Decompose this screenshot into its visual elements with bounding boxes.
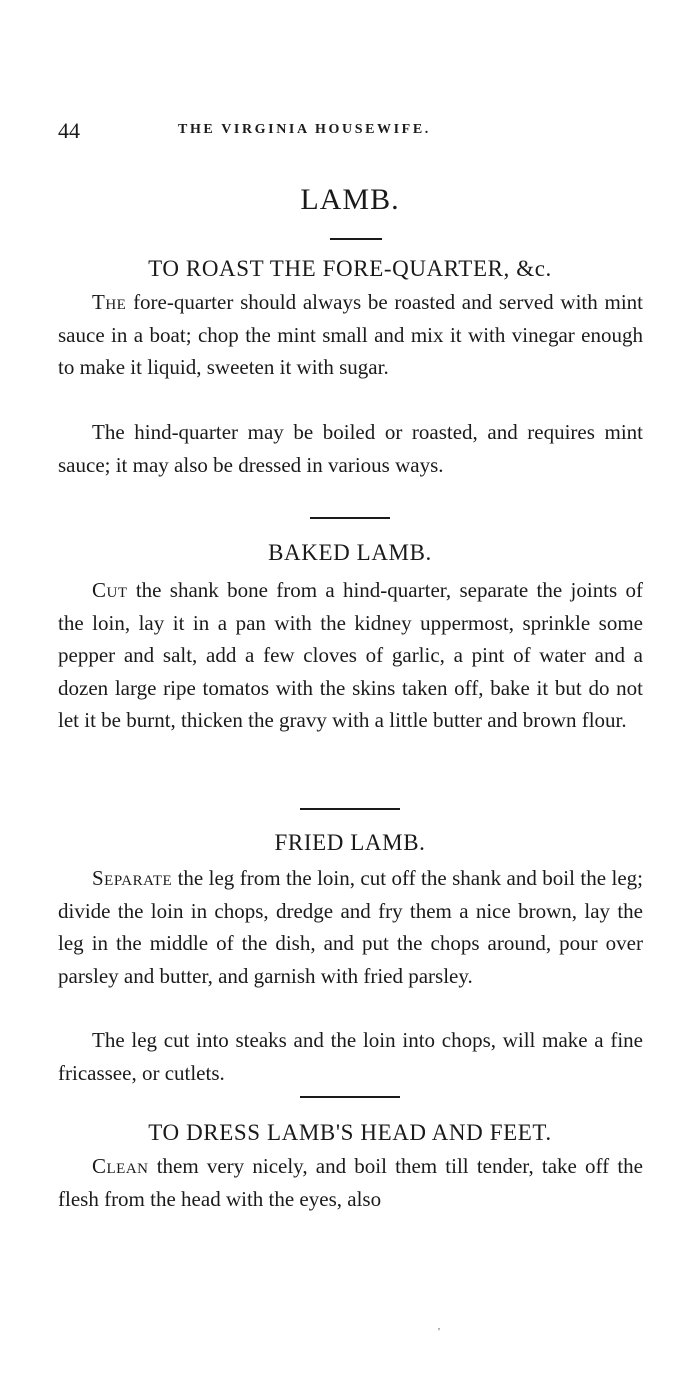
paragraph-text: them very nicely, and boil them till tender, take off the flesh from the head with the eyes, also xyxy=(58,1154,643,1211)
section-heading: TO ROAST THE FORE-QUARTER, &c. xyxy=(148,256,552,281)
section-heading: FRIED LAMB. xyxy=(274,830,426,855)
paragraph xyxy=(58,1150,643,1215)
paragraph-lead: Cut xyxy=(92,578,128,602)
paragraph-lead: Separate xyxy=(92,866,173,890)
paragraph-lead: The xyxy=(92,290,127,314)
page-number: 44 xyxy=(58,118,80,143)
paragraph xyxy=(58,1024,643,1089)
paragraph xyxy=(58,286,643,384)
paragraph-text: fore-quarter should always be roasted and served with mint sauce in a boat; chop the mint small and mix it with vinegar enough to make it liquid, sweeten it with sugar. xyxy=(58,290,643,379)
paragraph xyxy=(58,416,643,481)
ink-speck: ' xyxy=(438,1326,440,1338)
divider-rule xyxy=(310,517,390,519)
paragraph xyxy=(58,574,643,737)
divider-rule xyxy=(330,238,382,240)
paragraph-text: The leg cut into steaks and the loin into chops, will make a fine fricassee, or cutlets. xyxy=(58,1028,643,1085)
paragraph xyxy=(58,862,643,992)
running-title: THE VIRGINIA HOUSEWIFE. xyxy=(178,122,431,137)
paragraph-lead: Clean xyxy=(92,1154,149,1178)
paragraph-text: the leg from the loin, cut off the shank and boil the leg; divide the loin in chops, dredge and fry them a nice brown, lay the leg in the middle of the dish, and put the chops around, pour over parsley and butter, and garnish with fried parsley. xyxy=(58,866,643,988)
chapter-title: LAMB. xyxy=(300,183,400,216)
divider-rule xyxy=(300,808,400,810)
section-heading: BAKED LAMB. xyxy=(268,540,432,565)
section-heading: TO DRESS LAMB'S HEAD AND FEET. xyxy=(148,1120,552,1145)
divider-rule xyxy=(300,1096,400,1098)
running-head xyxy=(58,118,638,148)
paragraph-text: the shank bone from a hind-quarter, separate the joints of the loin, lay it in a pan with the kidney uppermost, sprinkle some pepper and salt, add a few cloves of garlic, a pint of water and a dozen large ripe tomatos with the skins taken off, bake it but do not let it be burnt, thicken the gravy with a little butter and brown flour. xyxy=(58,578,643,732)
paragraph-text: The hind-quarter may be boiled or roasted, and requires mint sauce; it may also be dressed in various ways. xyxy=(58,420,643,477)
